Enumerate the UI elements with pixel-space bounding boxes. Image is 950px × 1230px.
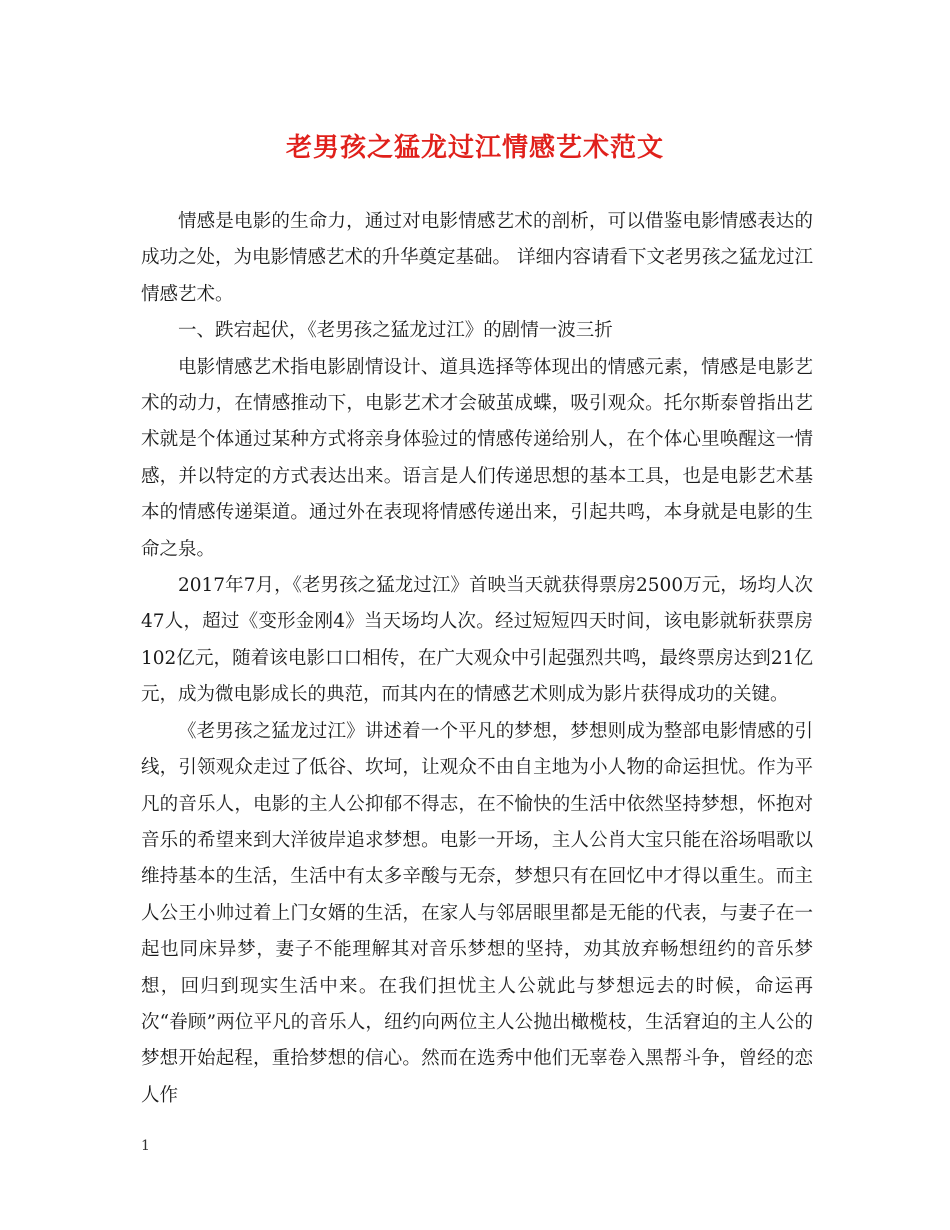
paragraph-intro: 情感是电影的生命力，通过对电影情感艺术的剖析，可以借鉴电影情感表达的成功之处，为电影情感艺术的升华奠定基础。 详细内容请看下文老男孩之猛龙过江情感艺术。 bbox=[141, 211, 813, 305]
paragraph-plot: 《老男孩之猛龙过江》讲述着一个平凡的梦想，梦想则成为整部电影情感的引线，引领观众走过了低谷、坎坷，让观众不由自主地为小人物的命运担忧。作为平凡的音乐人，电影的主人公抑郁不得志，在不愉快的生活中依然坚持梦想，怀抱对音乐的希望来到大洋彼岸追求梦想。电影一开场，主人公肖大宝只能在浴场唱歌以维持基本的生活，生活中有太多辛酸与无奈，梦想只有在回忆中才得以重生。而主人公王小帅过着上门女婿的生活，在家人与邻居眼里都是无能的代表，与妻子在一起也同床异梦，妻子不能理解其对音乐梦想的坚持，劝其放弃畅想纽约的音乐梦想，回归到现实生活中来。在我们担忧主人公就此与梦想远去的时候，命运再次“眷顾”两位平凡的音乐人，纽约向两位主人公抛出橄榄枝，生活窘迫的主人公的梦想开始起程，重拾梦想的信心。然而在选秀中他们无辜卷入黑帮斗争，曾经的恋人作 bbox=[141, 720, 813, 1106]
document-body bbox=[141, 204, 813, 1114]
section-heading-1: 一、跌宕起伏，《老男孩之猛龙过江》的剧情一波三折 bbox=[178, 320, 613, 342]
document-title: 老男孩之猛龙过江情感艺术范文 bbox=[285, 133, 664, 163]
paragraph-box-office: 2017年7月，《老男孩之猛龙过江》首映当天就获得票房2500万元，场均人次47人，超过《变形金刚4》当天场均人次。经过短短四天时间，该电影就斩获票房102亿元，随着该电影口口相传，在广大观众中引起强烈共鸣，最终票房达到21亿元，成为微电影成长的典范，而其内在的情感艺术则成为影片获得成功的关键。 bbox=[141, 575, 813, 706]
paragraph-emotion-art: 电影情感艺术指电影剧情设计、道具选择等体现出的情感元素，情感是电影艺术的动力，在情感推动下，电影艺术才会破茧成蝶，吸引观众。托尔斯泰曾指出艺术就是个体通过某种方式将亲身体验过的情感传递给别人，在个体心里唤醒这一情感，并以特定的方式表达出来。语言是人们传递思想的基本工具，也是电影艺术基本的情感传递渠道。通过外在表现将情感传递出来，引起共鸣，本身就是电影的生命之泉。 bbox=[141, 356, 813, 560]
page-number: 1 bbox=[141, 1138, 150, 1154]
